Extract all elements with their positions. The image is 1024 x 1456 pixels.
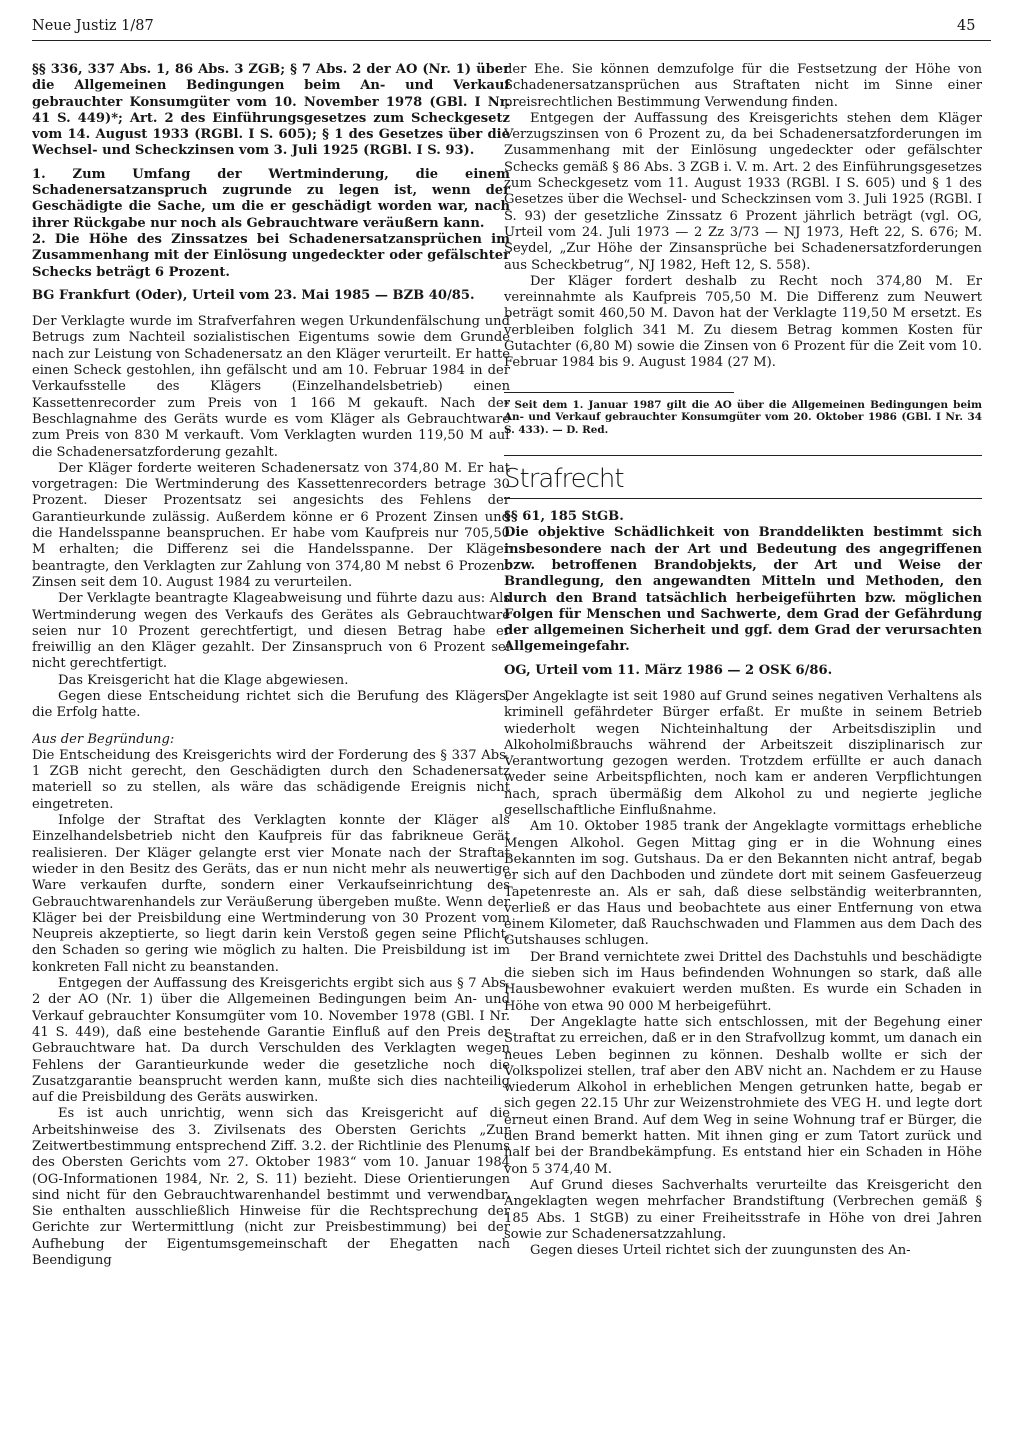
body-paragraph: Der Verklagte beantragte Klageabweisung und führte dazu aus: Als Wertminderung wegen des Verkaufs des Gerätes als Gebrauchtware seien nur 10 Prozent gerechtfertigt, und diesen Betrag habe er freiwillig an den Kläger gezahlt. Der Zinsanspruch von 6 Prozent sei nicht gerechtfertigt.	[32, 591, 510, 672]
body-paragraph: Entgegen der Auffassung des Kreisgerichts stehen dem Kläger Verzugszinsen von 6 Prozent zu, da bei Schadenersatzforderungen im Zusammenhang mit der Einlösung ungedeckter oder gefälschter Schecks gemäß § 86 Abs. 3 ZGB i. V. m. Art. 2 des Einführungsgesetzes zum Scheckgesetz vom 11. August 1933 (RGBl. I S. 605) und § 1 des Gesetzes über die Wechsel- und Scheckzinsen vom 3. Juli 1925 (RGBl. I S. 93) der gesetzliche Zinssatz 6 Prozent jährlich beträgt (vgl. OG, Urteil vom 24. Juli 1973 — 2 Zz 3/73 — NJ 1973, Heft 22, S. 676; M. Seydel, „Zur Höhe der Zinsansprüche bei Schadenersatzforderungen aus Scheckbetrug“, NJ 1982, Heft 12, S. 558).	[504, 110, 982, 273]
body-paragraph: der Ehe. Sie können demzufolge für die Festsetzung der Höhe von Schadenersatzansprüchen aus Straftaten nicht im Sinne einer preisrechtlichen Bestimmung Verwendung finden.	[504, 62, 982, 110]
running-header-journal: Neue Justiz 1/87	[32, 18, 154, 34]
body-paragraph: Entgegen der Auffassung des Kreisgerichts ergibt sich aus § 7 Abs. 2 der AO (Nr. 1) über die Allgemeinen Bedingungen beim An- und Verkauf gebrauchter Konsumgüter vom 10. November 1978 (GBl. I Nr. 41 S. 449), daß eine bestehende Garantie Einfluß auf den Preis der Gebrauchtware hat. Da durch Verschulden des Verklagten wegen Fehlens der Garantieurkunde weder die gesetzliche noch die Zusatzgarantie beansprucht werden kann, mußte sich dies nachteilig auf die Preisbildung des Geräts auswirken.	[32, 976, 510, 1106]
section-rule-bottom	[504, 498, 982, 499]
citation-statutes: §§ 61, 185 StGB.	[504, 509, 624, 525]
body-paragraph: Das Kreisgericht hat die Klage abgewiesen.	[58, 672, 349, 688]
header-rule	[32, 40, 991, 41]
body-paragraph: Der Angeklagte ist seit 1980 auf Grund seines negativen Verhaltens als kriminell gefährdeter Bürger erfaßt. Er mußte in seinem Betrieb wiederholt wegen Nichteinhaltung der Arbeitsdisziplin und Alkoholmißbrauchs während der Arbeitszeit disziplinarisch zur Verantwortung gezogen werden. Trotzdem erfüllte er auch danach weder seine Arbeitspflichten, noch kam er anderen Verpflichtungen nach, sprach übermäßig dem Alkohol zu und negierte jegliche gesellschaftliche Einflußnahme.	[504, 689, 982, 819]
page-number: 45	[957, 18, 976, 34]
body-paragraph: Auf Grund dieses Sachverhalts verurteilte das Kreisgericht den Angeklagten wegen mehrfacher Brandstiftung (Verbrechen gemäß § 185 Abs. 1 StGB) zu einer Freiheitsstrafe in Höhe von drei Jahren sowie zur Schadenersatzzahlung.	[504, 1177, 982, 1242]
body-paragraph: Am 10. Oktober 1985 trank der Angeklagte vormittags erhebliche Mengen Alkohol. Gegen Mittag ging er in die Wohnung eines Bekannten im sog. Gutshaus. Da er den Bekannten nicht antraf, begab er sich auf den Dachboden und zündete dort mit seinem Gasfeuerzeug Tapetenreste an. Als er sah, daß diese selbständig weiterbrannten, verließ er das Haus und beobachtete aus einer Entfernung von etwa einem Kilometer, daß Rauchschwaden und Flammen aus dem Dach des Gutshauses schlugen.	[504, 819, 982, 949]
body-paragraph: Der Verklagte wurde im Strafverfahren wegen Urkundenfälschung und Betrugs zum Nachteil sozialistischen Eigentums sowie dem Grunde nach zur Leistung von Schadenersatz an den Kläger verurteilt. Er hatte einen Scheck gestohlen, ihn gefälscht und am 10. Februar 1984 in der Verkaufsstelle des Klägers (Einzelhandelsbetrieb) einen Kassettenrecorder zum Preis von 1 166 M gekauft. Nach der Beschlagnahme des Geräts wurde es vom Kläger als Gebrauchtware zum Preis von 830 M verkauft. Vom Verklagten wurden 119,50 M auf die Schadenersatzforderung gezahlt.	[32, 314, 510, 460]
citation-statutes: §§ 336, 337 Abs. 1, 86 Abs. 3 ZGB; § 7 Abs. 2 der AO (Nr. 1) über die Allgemeinen Bedingungen beim An- und Verkauf gebrauchter Konsumgüter vom 10. November 1978 (GBl. I Nr. 41 S. 449)*; Art. 2 des Einführungsgesetzes zum Scheckgesetz vom 14. August 1933 (RGBl. I S. 605); § 1 des Gesetzes über die Wechsel- und Scheckzinsen vom 3. Juli 1925 (RGBl. I S. 93).	[32, 62, 510, 159]
section-title: Strafrecht	[504, 464, 624, 495]
headnote-2: 2. Die Höhe des Zinssatzes bei Schadenersatzansprüchen im Zusammenhang mit der Einlösung ungedeckter oder gefälschter Schecks beträgt 6 Prozent.	[32, 231, 510, 280]
body-paragraph: Infolge der Straftat des Verklagten konnte der Kläger als Einzelhandelsbetrieb nicht den Kaufpreis für das fabrikneue Gerät realisieren. Der Kläger gelangte erst vier Monate nach der Straftat wieder in den Besitz des Geräts, das er nun nicht mehr als neuwertige Ware verkaufen durfte, sondern einer Verkaufseinrichtung des Gebrauchtwarenhandels zur Veräußerung übergeben mußte. Wenn der Kläger bei der Preisbildung eine Wertminderung von 30 Prozent vom Neupreis akzeptierte, so liegt darin kein Verstoß gegen seine Pflicht, den Schaden so gering wie möglich zu halten. Die Preisbildung ist im konkreten Fall nicht zu beanstanden.	[32, 813, 510, 975]
court-decision-reference: BG Frankfurt (Oder), Urteil vom 23. Mai 1985 — BZB 40/85.	[32, 287, 475, 303]
body-paragraph: Der Kläger forderte weiteren Schadenersatz von 374,80 M. Er hat vorgetragen: Die Wertminderung des Kassettenrecorders betrage 30 Prozent. Dieser Prozentsatz sei angesichts des Fehlens der Garantieurkunde zulässig. Außerdem könne er 6 Prozent Zinsen und die Handelsspanne beanspruchen. Er habe vom Kaufpreis nur 705,50 M erhalten; die Differenz sei die Handelsspanne. Der Kläger beantragte, den Verklagten zur Zahlung von 374,80 M nebst 6 Prozent Zinsen seit dem 10. August 1984 zu verurteilen.	[32, 460, 510, 590]
body-paragraph: Gegen dieses Urteil richtet sich der zuungunsten des An-	[530, 1243, 911, 1259]
right-column	[504, 62, 982, 1448]
headnote: Die objektive Schädlichkeit von Branddelikten bestimmt sich insbesondere nach der Art und Bedeutung des angegriffenen bzw. betroffenen Brandobjekts, der Art und Weise der Brandlegung, den angewandten Mitteln und Methoden, den durch den Brand tatsächlich herbeigeführten bzw. möglichen Folgen für Menschen und Sachwerte, dem Grad der Gefährdung der allgemeinen Sicherheit und ggf. dem Grad der verursachten Allgemeingefahr.	[504, 525, 982, 655]
body-paragraph: Die Entscheidung des Kreisgerichts wird der Forderung des § 337 Abs. 1 ZGB nicht gerecht, den Geschädigten durch den Schadenersatz materiell so zu stellen, als wäre das schädigende Ereignis nicht eingetreten.	[32, 747, 510, 812]
body-paragraph: Der Kläger fordert deshalb zu Recht noch 374,80 M. Er vereinnahmte als Kaufpreis 705,50 M. Die Differenz zum Neuwert beträgt somit 460,50 M. Davon hat der Verklagte 119,50 M ersetzt. Es verbleiben folglich 341 M. Zu diesem Betrag kommen Kosten für Gutachter (6,80 M) sowie die Zinsen von 6 Prozent für die Zeit vom 10. Februar 1984 bis 9. August 1984 (27 M).	[504, 273, 982, 371]
section-rule-top	[504, 455, 982, 456]
left-column	[32, 62, 510, 1448]
body-paragraph: Gegen diese Entscheidung richtet sich die Berufung des Klägers, die Erfolg hatte.	[32, 688, 510, 721]
court-decision-reference: OG, Urteil vom 11. März 1986 — 2 OSK 6/86.	[504, 662, 833, 678]
headnote-1: 1. Zum Umfang der Wertminderung, die einem Schadenersatzanspruch zugrunde zu legen ist, wenn der Geschädigte die Sache, um die er geschädigt worden war, nach ihrer Rückgabe nur noch als Gebrauchtware veräußern kann.	[32, 166, 510, 231]
body-paragraph: Der Brand vernichtete zwei Drittel des Dachstuhls und beschädigte die sieben sich im Haus befindenden Wohnungen so stark, daß alle Hausbewohner evakuiert werden mußten. Es wurde ein Schaden in Höhe von etwa 90 000 M herbeigeführt.	[504, 949, 982, 1014]
footnote: * Seit dem 1. Januar 1987 gilt die AO über die Allgemeinen Bedingungen beim An- und Verkauf gebrauchter Konsumgüter vom 20. Oktober 1986 (GBl. I Nr. 34 S. 433). — D. Red.	[504, 398, 982, 437]
reasons-heading: Aus der Begründung:	[32, 731, 175, 747]
body-paragraph: Der Angeklagte hatte sich entschlossen, mit der Begehung einer Straftat zu erreichen, daß er in den Strafvollzug kommt, um danach ein neues Leben beginnen zu können. Deshalb wollte er sich der Volkspolizei stellen, traf aber den ABV nicht an. Nachdem er zu Hause wiederum Alkohol in erheblichen Mengen getrunken hatte, begab er sich gegen 22.15 Uhr zur Weizenstrohmiete des VEG H. und legte dort erneut einen Brand. Auf dem Weg in seine Wohnung traf er Bürger, die den Brand bemerkt hatten. Mit ihnen ging er zum Tatort zurück und half bei der Brandbekämpfung. Es entstand hier ein Schaden in Höhe von 5 374,40 M.	[504, 1014, 982, 1177]
body-paragraph: Es ist auch unrichtig, wenn sich das Kreisgericht auf die Arbeitshinweise des 3. Zivilsenats des Obersten Gerichts „Zur Zeitwertbestimmung entsprechend Ziff. 3.2. der Richtlinie des Plenums des Obersten Gerichts vom 27. Oktober 1983“ vom 10. Januar 1984 (OG-Informationen 1984, Nr. 2, S. 11) bezieht. Diese Orientierungen sind nicht für den Gebrauchtwarenhandel bestimmt und verwendbar. Sie enthalten ausschließlich Hinweise für die Rechtsprechung der Gerichte zur Wertermittlung (nicht zur Preisbestimmung) bei der Aufhebung der Eigentumsgemeinschaft der Ehegatten nach Beendigung	[32, 1106, 510, 1269]
footnote-rule	[504, 392, 734, 393]
